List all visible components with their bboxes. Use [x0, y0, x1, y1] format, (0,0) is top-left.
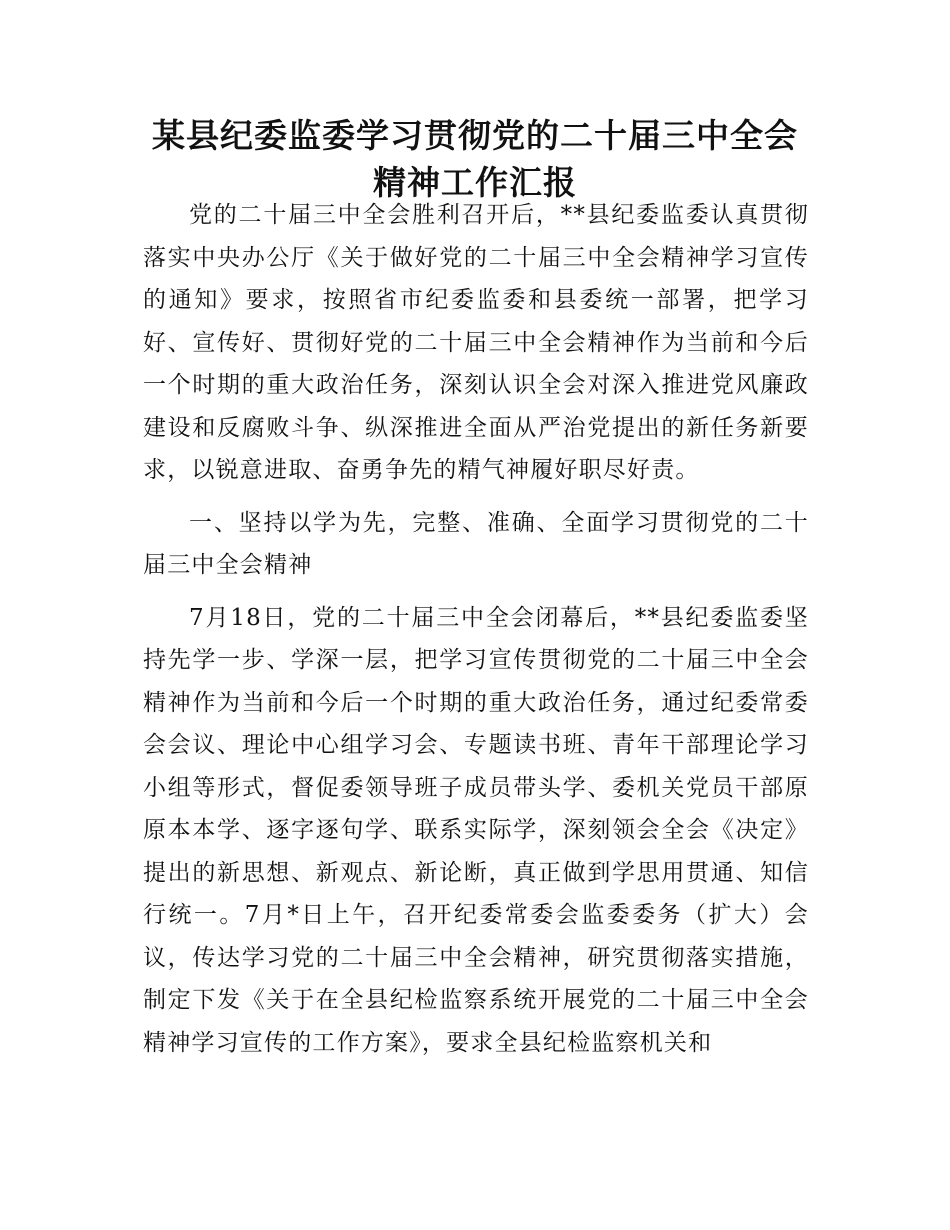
document-title: 某县纪委监委学习贯彻党的二十届三中全会精神工作汇报 — [152, 116, 798, 202]
paragraph-intro: 党的二十届三中全会胜利召开后，**县纪委监委认真贯彻落实中央办公厅《关于做好党的二十届三中全会精神学习宣传的通知》要求，按照省市纪委监委和县委统一部署，把学习好、宣传好、贯彻好党的二十届三中全会精神作为当前和今后一个时期的重大政治任务，深刻认识全会对深入推进党风廉政建设和反腐败斗争、纵深推进全面从严治党提出的新任务新要求，以锐意进取、奋勇争先的精气神履好职尽好责。 — [143, 202, 809, 483]
document-body — [143, 194, 809, 1064]
section-heading-1: 一、坚持以学为先，完整、准确、全面学习贯彻党的二十届三中全会精神 — [143, 509, 809, 578]
paragraph-section-1: 7月18日，党的二十届三中全会闭幕后，**县纪委监委坚持先学一步、学深一层，把学习宣传贯彻党的二十届三中全会精神作为当前和今后一个时期的重大政治任务，通过纪委常委会会议、理论中心组学习会、专题读书班、青年干部理论学习小组等形式，督促委领导班子成员带头学、委机关党员干部原原本本学、逐字逐句学、联系实际学，深刻领会全会《决定》提出的新思想、新观点、新论断，真正做到学思用贯通、知信行统一。7月*日上午，召开纪委常委会监委委务（扩大）会议，传达学习党的二十届三中全会精神，研究贯彻落实措施，制定下发《关于在全县纪检监察系统开展党的二十届三中全会精神学习宣传的工作方案》，要求全县纪检监察机关和 — [143, 604, 809, 1056]
